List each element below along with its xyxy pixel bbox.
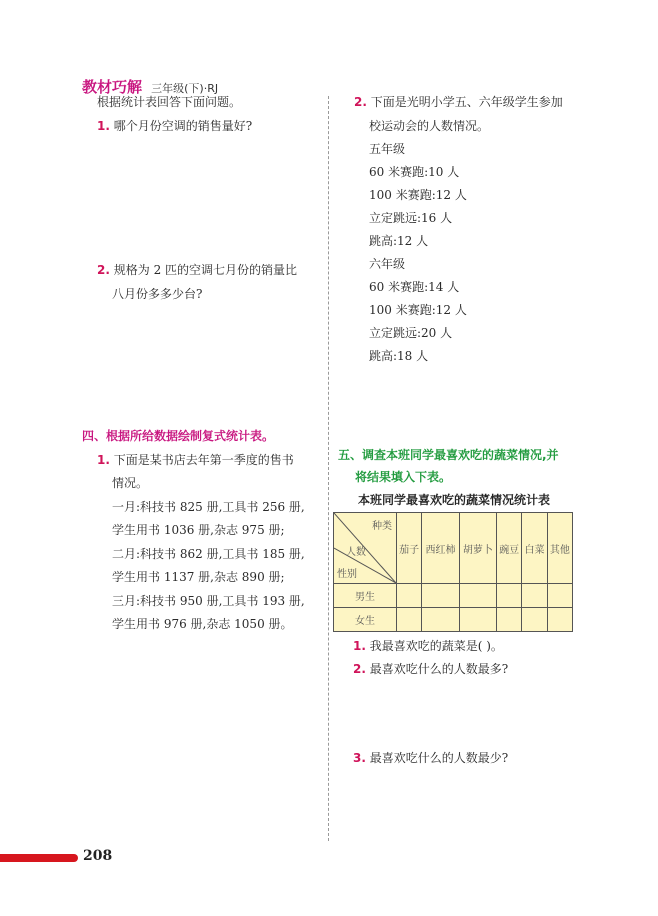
question-2 xyxy=(97,262,297,278)
table-cell[interactable] xyxy=(522,584,547,608)
table-cell[interactable] xyxy=(459,608,496,632)
question-1 xyxy=(97,118,252,134)
table-cell[interactable] xyxy=(422,584,459,608)
row-header: 女生 xyxy=(334,608,397,632)
data-line: 跳高:12 人 xyxy=(369,234,429,248)
column-header: 西红柿 xyxy=(422,513,459,584)
question-number: 1. xyxy=(97,453,110,467)
column-header: 胡萝卜 xyxy=(459,513,496,584)
question-number: 2. xyxy=(354,95,367,109)
question-number: 1. xyxy=(97,119,110,133)
page-number: 208 xyxy=(83,848,113,864)
data-line: 立定跳远:20 人 xyxy=(369,326,453,340)
data-line: 跳高:18 人 xyxy=(369,349,429,363)
text-line: 三月:科技书 950 册,工具书 193 册, xyxy=(112,594,305,608)
table-cell[interactable] xyxy=(422,608,459,632)
question-number: 1. xyxy=(353,639,366,653)
section-4-q1 xyxy=(97,452,294,468)
question-text: 我最喜欢吃的蔬菜是( )。 xyxy=(369,639,503,653)
question-text: 哪个月份空调的销售量好? xyxy=(113,119,253,133)
table-cell[interactable] xyxy=(397,608,422,632)
header-kind: 种类 xyxy=(372,521,392,532)
brand-title: 教材巧解 xyxy=(82,78,143,96)
table-cell[interactable] xyxy=(497,584,522,608)
table-cell[interactable] xyxy=(397,584,422,608)
text-line: 情况。 xyxy=(112,476,149,490)
intro-text: 根据统计表回答下面问题。 xyxy=(97,95,242,109)
question-number: 2. xyxy=(353,662,366,676)
question-number: 3. xyxy=(353,751,366,765)
section-5-title-cont: 将结果填入下表。 xyxy=(355,470,452,484)
section-4-title: 四、根据所给数据绘制复式统计表。 xyxy=(82,429,275,443)
question-text: 下面是某书店去年第一季度的售书 xyxy=(113,453,294,467)
data-line: 60 米赛跑:14 人 xyxy=(369,280,460,294)
data-line: 100 米赛跑:12 人 xyxy=(369,303,467,317)
text-line: 二月:科技书 862 册,工具书 185 册, xyxy=(112,547,305,561)
column-header: 白菜 xyxy=(522,513,547,584)
column-header: 茄子 xyxy=(397,513,422,584)
section-5-q3 xyxy=(353,750,508,766)
data-line: 立定跳远:16 人 xyxy=(369,211,453,225)
data-line: 五年级 xyxy=(369,142,406,156)
row-header: 男生 xyxy=(334,584,397,608)
column-header: 豌豆 xyxy=(497,513,522,584)
table-cell[interactable] xyxy=(522,608,547,632)
table-cell[interactable] xyxy=(497,608,522,632)
column-divider xyxy=(328,96,329,841)
table-cell[interactable] xyxy=(459,584,496,608)
data-line: 60 米赛跑:10 人 xyxy=(369,165,460,179)
header-count: 人数 xyxy=(346,547,366,558)
question-text: 规格为 2 匹的空调七月份的销量比 xyxy=(113,263,298,277)
question-text: 下面是光明小学五、六年级学生参加 xyxy=(370,95,563,109)
section-5-title: 五、调查本班同学最喜欢吃的蔬菜情况,并 xyxy=(338,448,559,462)
table-diagonal-header xyxy=(334,513,397,584)
text-line: 一月:科技书 825 册,工具书 256 册, xyxy=(112,500,305,514)
question-2-cont: 八月份多多少台? xyxy=(112,287,203,301)
text-line: 学生用书 1137 册,杂志 890 册; xyxy=(112,570,285,584)
table-cell[interactable] xyxy=(547,608,572,632)
question-number: 2. xyxy=(97,263,110,277)
vegetable-stats-table xyxy=(333,512,573,632)
right-question-2 xyxy=(354,94,563,110)
header-gender: 性别 xyxy=(337,569,357,580)
data-line: 六年级 xyxy=(369,257,406,271)
section-5-q1 xyxy=(353,638,503,654)
data-line: 100 米赛跑:12 人 xyxy=(369,188,467,202)
grade-label: 三年级(下)·RJ xyxy=(151,82,219,95)
section-5-q2 xyxy=(353,661,508,677)
text-line: 校运动会的人数情况。 xyxy=(369,119,490,133)
column-header: 其他 xyxy=(547,513,572,584)
page-number-bar xyxy=(0,854,78,862)
question-text: 最喜欢吃什么的人数最少? xyxy=(369,751,509,765)
table-title: 本班同学最喜欢吃的蔬菜情况统计表 xyxy=(358,493,551,507)
question-text: 最喜欢吃什么的人数最多? xyxy=(369,662,509,676)
table-cell[interactable] xyxy=(547,584,572,608)
text-line: 学生用书 1036 册,杂志 975 册; xyxy=(112,523,285,537)
text-line: 学生用书 976 册,杂志 1050 册。 xyxy=(112,617,293,631)
